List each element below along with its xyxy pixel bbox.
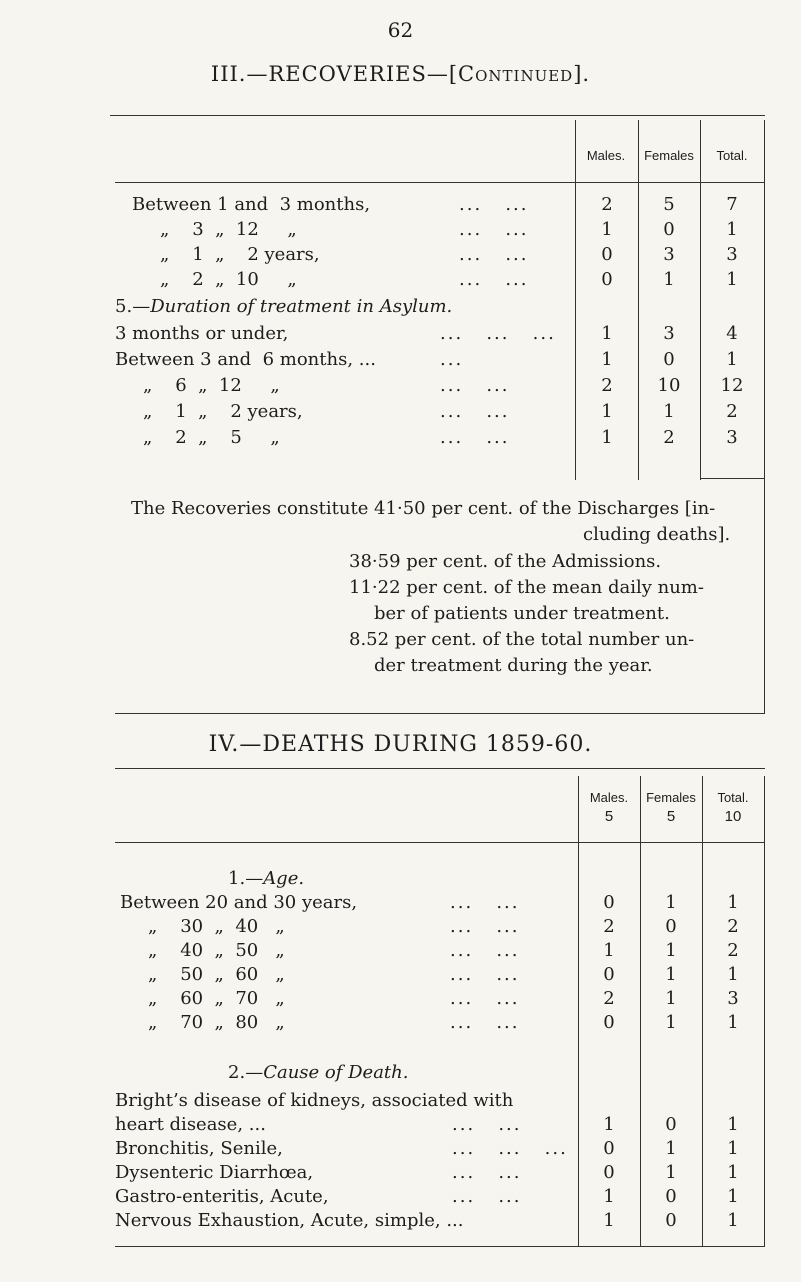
males-value: 0 [601,269,613,290]
row-label: „ 50 „ 60 „ [148,964,285,985]
cause-row [0,1138,801,1164]
cause-row [0,1186,801,1212]
age-row [0,1012,801,1038]
col-header-total: Total. [717,790,749,805]
females-value: 3 [663,244,675,265]
males-value: 2 [601,194,613,215]
males-value: 1 [601,401,613,422]
row-label: Between 20 and 30 years, [120,892,358,913]
males-value: 2 [601,375,613,396]
row-label: „ 6 „ 12 „ [143,375,280,396]
total-value: 12 [720,375,744,396]
page-number: 62 [387,18,414,42]
females-value: 0 [665,1210,677,1231]
row-label: „ 40 „ 50 „ [148,940,285,961]
row-label: „ 3 „ 12 „ [160,219,297,240]
row-label: „ 1 „ 2 years, [160,244,320,265]
total-value: 3 [726,427,738,448]
males-count: 5 [604,808,614,825]
cause-row [0,1210,801,1236]
males-value: 0 [603,892,615,913]
row-leader-dots: ... ... [450,988,520,1009]
males-value: 1 [603,1114,615,1135]
col-header-females: Females [644,148,694,163]
females-value: 1 [665,1012,677,1033]
females-value: 2 [663,427,675,448]
subheading-cause: 2.—Cause of Death. [228,1062,409,1083]
col-header-males: Males. [586,148,626,163]
females-value: 1 [663,269,675,290]
total-value: 3 [726,244,738,265]
females-value: 0 [665,916,677,937]
row-label: „ 70 „ 80 „ [148,1012,285,1033]
total-value: 2 [727,916,739,937]
total-value: 7 [726,194,738,215]
cause-row [0,1114,801,1140]
females-value: 0 [665,1114,677,1135]
row-leader-dots: ... ... [459,194,529,215]
col-header-males: Males. [589,790,629,805]
age-row [0,988,801,1014]
recoveries-duration-row [0,427,801,453]
total-value: 1 [727,1138,739,1159]
males-value: 1 [603,940,615,961]
females-value: 1 [665,988,677,1009]
row-label: Gastro-enteritis, Acute, [115,1186,329,1207]
total-value: 2 [727,940,739,961]
row-leader-dots: ... ... [440,427,510,448]
cause-line-1 [115,1090,575,1116]
females-value: 0 [665,1186,677,1207]
females-value: 5 [663,194,675,215]
row-leader-dots: ... ... [459,219,529,240]
males-value: 0 [603,1162,615,1183]
row-leader-dots: ... ... [450,964,520,985]
females-value: 0 [663,219,675,240]
table4-bottom-border [115,1246,765,1247]
row-leader-dots: ... ... [452,1114,522,1135]
males-value: 1 [601,427,613,448]
row-label: Nervous Exhaustion, Acute, simple, ... [115,1210,464,1231]
males-value: 2 [603,916,615,937]
recoveries-row [0,219,801,245]
row-label: Between 1 and 3 months, [132,194,371,215]
para-line: ber of patients under treatment. [374,603,670,624]
total-value: 4 [726,323,738,344]
recoveries-row [0,194,801,220]
para-line: der treatment during the year. [374,655,653,676]
males-value: 0 [603,1012,615,1033]
para-line: 8.52 per cent. of the total number un- [349,629,695,650]
table3-top-border [110,115,765,116]
total-value: 1 [726,269,738,290]
row-leader-dots: ... ... ... [452,1138,568,1159]
row-leader-dots: ... ... [450,916,520,937]
para-line: The Recoveries constitute 41·50 per cent. of the Discharges [in- [131,498,716,519]
col-header-females: Females [646,790,696,805]
row-leader-dots: ... ... [459,244,529,265]
males-value: 1 [601,323,613,344]
row-leader-dots: ... ... ... [440,323,556,344]
total-value: 1 [727,1186,739,1207]
row-label: „ 2 „ 5 „ [143,427,280,448]
cause-row [0,1162,801,1188]
females-value: 1 [665,1162,677,1183]
row-leader-dots: ... ... [450,1012,520,1033]
females-value: 1 [665,964,677,985]
total-value: 1 [727,1114,739,1135]
females-value: 1 [663,401,675,422]
total-value: 1 [727,892,739,913]
recoveries-duration-row [0,375,801,401]
row-leader-dots: ... ... [452,1186,522,1207]
row-label: „ 1 „ 2 years, [143,401,303,422]
row-label: 3 months or under, [115,323,289,344]
table4-top-border [115,768,765,769]
row-leader-dots: ... ... [440,401,510,422]
total-value: 2 [726,401,738,422]
row-leader-dots: ... ... [459,269,529,290]
para-line: 38·59 per cent. of the Admissions. [349,551,662,572]
males-value: 1 [603,1210,615,1231]
table3-summary-rule [700,478,764,479]
row-label: Bronchitis, Senile, [115,1138,283,1159]
females-count: 5 [666,808,676,825]
females-value: 10 [657,375,681,396]
males-value: 0 [603,1138,615,1159]
recoveries-duration-row [0,349,801,375]
row-leader-dots: ... ... [450,892,520,913]
total-count: 10 [724,808,742,825]
total-value: 1 [727,1012,739,1033]
row-leader-dots: ... [440,349,464,370]
total-value: 1 [726,219,738,240]
males-value: 2 [603,988,615,1009]
females-value: 1 [665,940,677,961]
row-label: heart disease, ... [115,1114,266,1135]
row-label: „ 60 „ 70 „ [148,988,285,1009]
age-row [0,916,801,942]
males-value: 0 [601,244,613,265]
total-value: 3 [727,988,739,1009]
col-header-total: Total. [716,148,748,163]
females-value: 3 [663,323,675,344]
table3-bottom-border [115,713,765,714]
total-value: 1 [727,964,739,985]
row-label: Dysenteric Diarrhœa, [115,1162,314,1183]
row-leader-dots: ... ... [452,1162,522,1183]
row-label: Between 3 and 6 months, ... [115,349,376,370]
subheading-duration: 5.—Duration of treatment in Asylum. [115,296,453,317]
males-value: 0 [603,964,615,985]
section-4-title: IV.—DEATHS DURING 1859-60. [208,732,593,757]
total-value: 1 [727,1162,739,1183]
section-3-title: III.—RECOVERIES—[Continued]. [210,62,591,86]
recoveries-row [0,244,801,270]
row-leader-dots: ... ... [450,940,520,961]
row-leader-dots: ... ... [440,375,510,396]
recoveries-row [0,269,801,295]
row-label: „ 30 „ 40 „ [148,916,285,937]
cause-label-line: Bright’s disease of kidneys, associated with [115,1090,514,1111]
para-line: 11·22 per cent. of the mean daily num- [349,577,704,598]
males-value: 1 [601,349,613,370]
para-line: cluding deaths]. [583,524,731,545]
subheading-age: 1.—Age. [228,868,305,889]
recoveries-duration-row [0,323,801,349]
females-value: 1 [665,892,677,913]
recoveries-duration-row [0,401,801,427]
age-row [0,964,801,990]
females-value: 0 [663,349,675,370]
total-value: 1 [726,349,738,370]
males-value: 1 [601,219,613,240]
females-value: 1 [665,1138,677,1159]
age-row [0,940,801,966]
table4-header-rule [115,842,765,843]
total-value: 1 [727,1210,739,1231]
row-label: „ 2 „ 10 „ [160,269,297,290]
males-value: 1 [603,1186,615,1207]
table3-header-rule [115,182,765,183]
age-row [0,892,801,918]
